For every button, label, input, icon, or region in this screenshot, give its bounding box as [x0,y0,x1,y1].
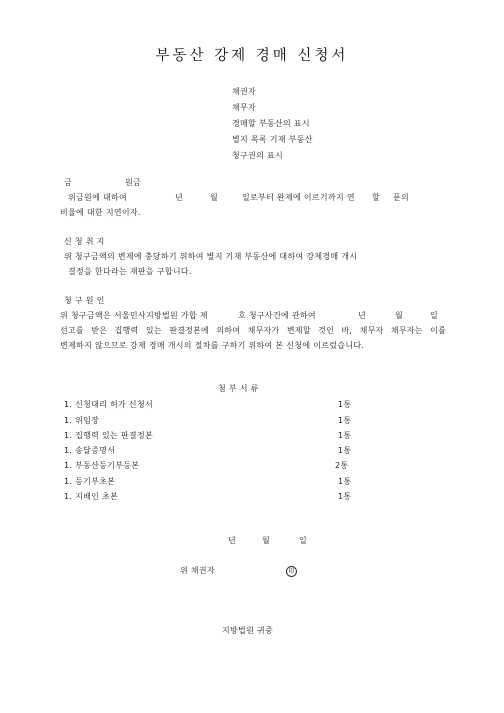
seal-mark: 印 [286,566,297,577]
claim-display-label: 청구권의 표시 [232,151,284,160]
cause-line-1a: 위 청구금액은 서울민사지방법원 가합 제 [60,311,208,320]
property-display-label: 경매할 부동산의 표시 [232,119,310,128]
attachment-item-count: 2통 [335,461,349,470]
attachment-item-count: 1통 [338,400,352,409]
interest-line-2: 비율에 대한 지연이자. [60,208,141,217]
interest-month: 월 [210,193,219,202]
attachment-item-label: 1. 부동산등기부등본 [64,461,140,470]
attachment-item-label: 1. 집행력 있는 판결정본 [64,431,154,440]
date-year: 년 [228,536,237,545]
creditor-signature-label: 위 채권자 [180,566,215,575]
purpose-heading: 신 청 취 지 [64,237,105,246]
property-list-label: 별지 목록 기재 부동산 [232,135,313,144]
attachment-item-count: 1통 [338,492,352,501]
debtor-label: 채무자 [232,103,257,112]
date-month: 월 [262,536,271,545]
principal-label: 원금 [125,178,142,187]
cause-day: 일 [430,311,439,320]
cause-line-1b: 호 청구사건에 관하여 [238,311,316,320]
attachment-item-label: 1. 등기부초본 [64,477,116,486]
attachment-item-count: 1통 [338,431,352,440]
attachment-item-label: 1. 신청대리 허가 신청서 [64,400,154,409]
interest-line-1: 위금원에 대하여 [68,193,128,202]
cause-line-3: 변제하지 않으므로 강제 경매 개시의 절차를 구하기 위하여 본 신청에 이르렀습니다. [60,341,365,350]
purpose-line-1: 위 청구금액의 변제에 충당하기 위하여 별지 기재 부동산에 대하여 강제경매 개시 [64,252,358,261]
attachment-item-label: 1. 지배인 초본 [64,492,119,501]
attachment-item-count: 1통 [338,446,352,455]
creditor-label: 채권자 [232,87,257,96]
cause-year: 년 [358,311,367,320]
interest-year: 년 [175,193,184,202]
attachment-item-label: 1. 위임장 [64,416,100,425]
purpose-line-2: 결정을 한다라는 재판을 구합니다. [68,267,192,276]
document-title: 부동산 강제 경매 신청서 [155,48,349,64]
date-day: 일 [299,536,308,545]
court-addressee: 지방법원 귀중 [222,626,274,635]
cause-line-2: 선고를 받은 집행력 있는 판결정본에 의하여 채무자가 변제할 것인 바, 채무자 채무자는 이를 [60,326,446,335]
cause-heading: 청 구 원 인 [64,296,105,305]
cause-month: 월 [395,311,404,320]
interest-from-until: 일로부터 완제에 이르기까지 연 [242,193,355,202]
interest-rate-pun: 푼의 [393,193,410,202]
interest-rate-hal: 할 [372,193,381,202]
attachment-item-label: 1. 송달증명서 [64,446,116,455]
amount-label: 금 [64,178,73,187]
attachment-item-count: 1통 [338,416,352,425]
attachment-item-count: 1통 [338,477,352,486]
attachments-heading: 첨 부 서 류 [218,384,259,393]
